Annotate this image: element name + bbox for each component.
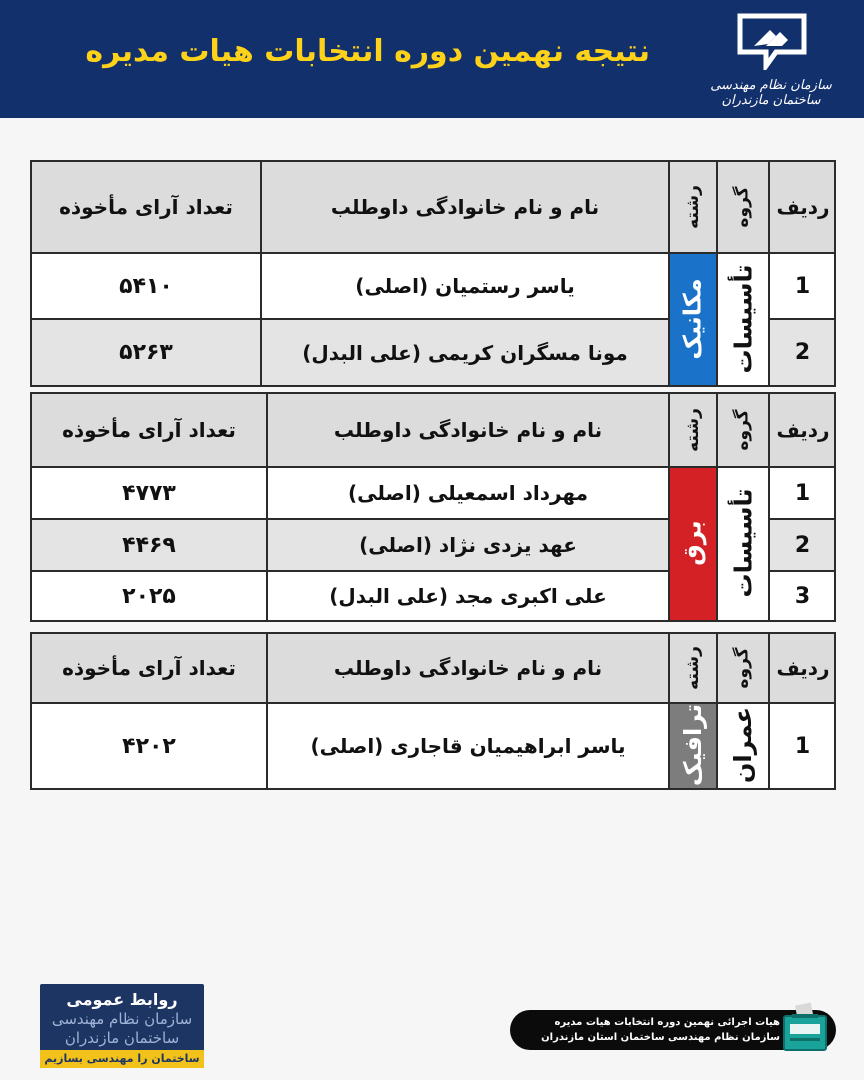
- header-votes: تعداد آرای مأخوذه: [59, 195, 233, 219]
- candidate-name: یاسر رستمیان (اصلی): [355, 274, 575, 298]
- vote-count: ۵۴۱۰: [119, 273, 173, 299]
- header-name: نام و نام خانوادگی داوطلب: [330, 195, 600, 219]
- row-index: 3: [794, 583, 812, 609]
- header-group: گروه: [732, 409, 753, 451]
- results-table-traffic: [30, 632, 836, 790]
- pr-org-line2: ساختمان مازندران: [64, 1029, 180, 1047]
- header-votes: تعداد آرای مأخوذه: [62, 656, 236, 680]
- vote-count: ۵۲۶۳: [119, 340, 173, 365]
- field-cell: [670, 702, 716, 788]
- org-logo: [686, 12, 856, 108]
- election-committee-badge: [510, 1010, 836, 1050]
- row-index: 2: [794, 532, 812, 558]
- group-cell: [718, 252, 768, 385]
- header-name: نام و نام خانوادگی داوطلب: [333, 656, 603, 680]
- candidate-name: یاسر ابراهیمیان قاجاری (اصلی): [310, 734, 626, 758]
- vote-count: ۴۷۷۳: [122, 480, 176, 506]
- ballot-box-icon: [778, 1002, 832, 1054]
- header-votes: تعداد آرای مأخوذه: [62, 418, 236, 442]
- group-label: تأسیسات: [729, 264, 758, 373]
- row-index: 1: [794, 273, 812, 299]
- field-label: برق: [679, 520, 707, 566]
- field-label: ترافیک: [679, 703, 708, 787]
- header-group: گروه: [732, 186, 753, 228]
- group-label: عمران: [729, 706, 757, 784]
- group-cell: [718, 466, 768, 620]
- candidate-name: مهرداد اسمعیلی (اصلی): [348, 481, 588, 505]
- org-logo-text: سازمان نظام مهندسی ساختمان مازندران: [710, 78, 832, 108]
- results-table-mechanical: [30, 160, 836, 387]
- header-row: ردیف: [776, 656, 830, 680]
- vote-count: ۴۴۶۹: [122, 532, 176, 558]
- row-index: 1: [794, 480, 812, 506]
- results-table-electrical: [30, 392, 836, 622]
- group-label: تأسیسات: [729, 488, 758, 598]
- candidate-name: مونا مسگران کریمی (علی البدل): [302, 340, 628, 365]
- header-field: رشته: [682, 408, 703, 452]
- public-relations-badge: [40, 984, 204, 1068]
- committee-line2: سازمان نظام مهندسی ساختمان استان مازندران: [541, 1032, 780, 1043]
- pr-org-line1: سازمان نظام مهندسی: [51, 1010, 193, 1028]
- candidate-name: عهد یزدی نژاد (اصلی): [359, 533, 577, 557]
- committee-line1: هیات اجرائی نهمین دوره انتخابات هیات مدیره: [554, 1017, 780, 1028]
- candidate-name: علی اکبری مجد (علی البدل): [329, 584, 607, 608]
- vote-count: ۴۲۰۲: [122, 733, 176, 759]
- group-cell: [718, 702, 768, 788]
- vote-count: ۲۰۲۵: [122, 583, 176, 609]
- header-field: رشته: [682, 646, 703, 690]
- field-label: مکانیک: [679, 277, 707, 360]
- pr-tagline: ساختمان را مهندسی بسازیم: [40, 1050, 204, 1068]
- header-banner: [0, 0, 864, 118]
- header-row: ردیف: [776, 418, 830, 442]
- row-index: 2: [794, 340, 812, 365]
- header-field: رشته: [682, 185, 703, 229]
- header-name: نام و نام خانوادگی داوطلب: [333, 418, 603, 442]
- page-title: نتیجه نهمین دوره انتخابات هیات مدیره: [85, 34, 650, 69]
- header-row: ردیف: [776, 195, 830, 219]
- field-cell: [670, 252, 716, 385]
- header-group: گروه: [732, 647, 753, 689]
- field-cell: [670, 466, 716, 620]
- pr-title: روابط عمومی: [66, 990, 178, 1009]
- row-index: 1: [794, 733, 812, 759]
- org-logo-icon: [736, 12, 808, 70]
